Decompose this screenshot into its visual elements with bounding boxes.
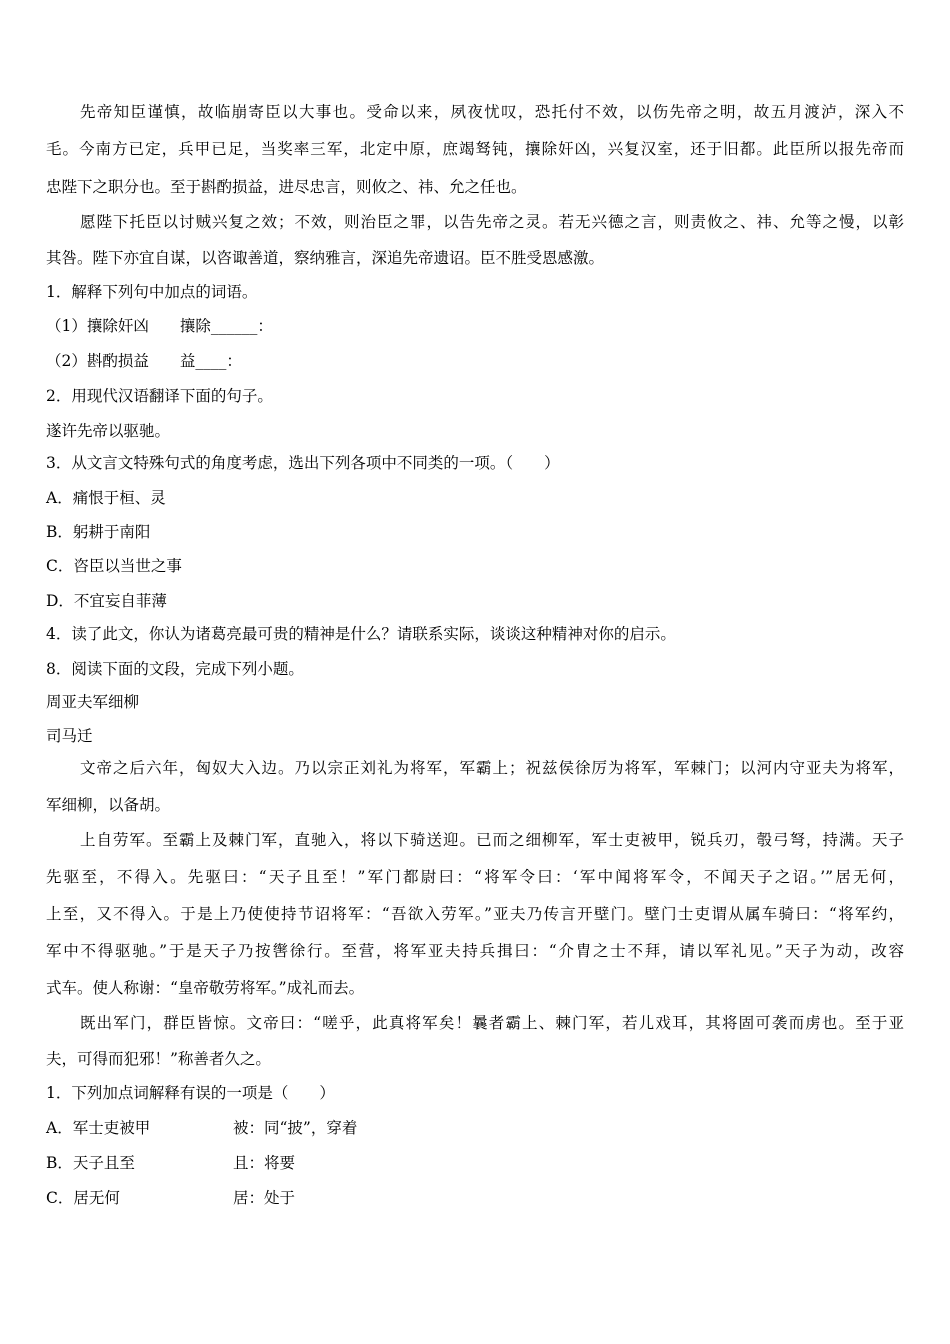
q8-1-option-c-phrase: C．居无何 <box>46 1189 120 1207</box>
q1-stem: 1．解释下列句中加点的词语。 <box>46 283 258 301</box>
q3-option-b: B．躬耕于南阳 <box>46 523 151 541</box>
q2-sentence: 遂许先帝以驱驰。 <box>46 422 171 440</box>
passage2-para2-line2: 先驱至，不得入。先驱曰：“天子且至！”军门都尉曰：“将军令曰：‘军中闻将军令，不闻天子之诏。’”居无何， <box>46 868 904 886</box>
passage2-para2-line3: 上至，又不得入。于是上乃使使持节诏将军：“吾欲入劳军。”亚夫乃传言开壁门。壁门士吏谓从属车骑曰：“将军约， <box>46 905 904 923</box>
q8-1-option-b-explain: 且：将要 <box>233 1154 296 1172</box>
passage2-title: 周亚夫军细柳 <box>46 693 140 711</box>
q8-1-option-c <box>46 1188 904 1208</box>
q8-1-option-c-explain: 居：处于 <box>233 1189 296 1207</box>
passage2-para2-line5: 式车。使人称谢：“皇帝敬劳将军。”成礼而去。 <box>46 979 365 997</box>
q1-item2: （2）斟酌损益 益____： <box>46 352 242 370</box>
passage1-para1-line1: 先帝知臣谨慎，故临崩寄臣以大事也。受命以来，夙夜忧叹，恐托付不效，以伤先帝之明，故五月渡泸，深入不 <box>80 103 904 121</box>
q8-1-option-a-phrase: A．军士吏被甲 <box>46 1119 151 1137</box>
passage1-para2-line1: 愿陛下托臣以讨贼兴复之效；不效，则治臣之罪，以告先帝之灵。若无兴德之言，则责攸之、祎、允等之慢，以彰 <box>80 213 904 231</box>
q1-item1: （1）攘除奸凶 攘除______： <box>46 317 273 335</box>
passage2-para2-line4: 军中不得驱驰。”于是天子乃按辔徐行。至营，将军亚夫持兵揖曰：“介胄之士不拜，请以军礼见。”天子为动，改容 <box>46 942 904 960</box>
q8-1-option-b-phrase: B．天子且至 <box>46 1154 135 1172</box>
q3-option-d: D．不宜妄自菲薄 <box>46 592 167 610</box>
q3-stem: 3．从文言文特殊句式的角度考虑，选出下列各项中不同类的一项。（ ） <box>46 454 560 472</box>
passage2-para1-line2: 军细柳，以备胡。 <box>46 796 171 814</box>
passage2-para1-line1: 文帝之后六年，匈奴大入边。乃以宗正刘礼为将军，军霸上；祝兹侯徐厉为将军，军棘门；以河内守亚夫为将军， <box>80 759 904 777</box>
q2-stem: 2．用现代汉语翻译下面的句子。 <box>46 387 273 405</box>
q8-1-option-b <box>46 1153 904 1173</box>
passage1-para1-line2: 毛。今南方已定，兵甲已足，当奖率三军，北定中原，庶竭驽钝，攘除奸凶，兴复汉室，还于旧都。此臣所以报先帝而 <box>46 140 904 158</box>
passage2-para2-line1: 上自劳军。至霸上及棘门军，直驰入，将以下骑送迎。已而之细柳军，军士吏被甲，锐兵刃，彀弓弩，持满。天子 <box>80 831 904 849</box>
q4-stem: 4．读了此文，你认为诸葛亮最可贵的精神是什么？请联系实际，谈谈这种精神对你的启示。 <box>46 625 676 643</box>
q8-1-stem: 1．下列加点词解释有误的一项是（ ） <box>46 1084 335 1102</box>
passage2-para3-line1: 既出军门，群臣皆惊。文帝曰：“嗟乎，此真将军矣！曩者霸上、棘门军，若儿戏耳，其将固可袭而虏也。至于亚 <box>80 1014 904 1032</box>
q3-option-c: C．咨臣以当世之事 <box>46 557 182 575</box>
passage2-para3-line2: 夫，可得而犯邪！”称善者久之。 <box>46 1050 271 1068</box>
q8-1-option-a-explain: 被：同“披”，穿着 <box>233 1119 358 1137</box>
passage2-author: 司马迁 <box>46 727 93 745</box>
q8-stem: 8．阅读下面的文段，完成下列小题。 <box>46 660 304 678</box>
passage1-para2-line2: 其咎。陛下亦宜自谋，以咨诹善道，察纳雅言，深追先帝遗诏。臣不胜受恩感激。 <box>46 249 605 267</box>
passage1-para1-line3: 忠陛下之职分也。至于斟酌损益，进尽忠言，则攸之、祎、允之任也。 <box>46 178 527 196</box>
q3-option-a: A．痛恨于桓、灵 <box>46 489 166 507</box>
q8-1-option-a <box>46 1118 904 1138</box>
